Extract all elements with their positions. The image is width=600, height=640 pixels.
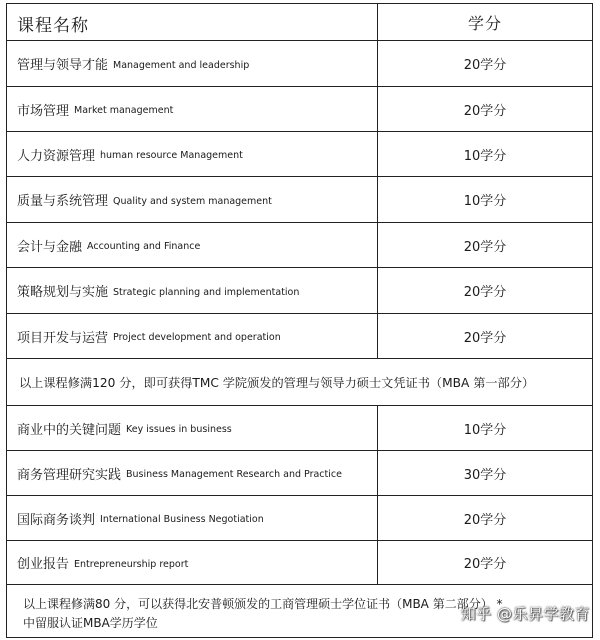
credit-cell: 10学分	[463, 422, 507, 438]
course-name-en: Key issues in business	[126, 424, 232, 435]
course-name-zh: 策略规划与实施	[17, 285, 109, 300]
summary-note-part1: 以上课程修满120 分，即可获得TMC 学院颁发的管理与领导力硕士文凭证书（MBA 第一部分）	[19, 375, 535, 390]
credit-cell: 20学分	[463, 512, 507, 528]
course-name-header: 课程名称	[17, 16, 89, 36]
course-name-zh: 国际商务谈判	[17, 512, 96, 528]
table-row	[7, 496, 592, 541]
table-header-row	[7, 4, 592, 41]
table-row	[7, 132, 592, 177]
course-name-zh: 质量与系统管理	[17, 194, 109, 209]
table-row	[7, 314, 592, 359]
course-name-en: Strategic planning and implementation	[113, 286, 300, 298]
course-name-en: Management and leadership	[113, 59, 250, 71]
course-name-zh: 商业中的关键问题	[17, 422, 122, 438]
table-row	[7, 41, 592, 87]
course-name-zh: 市场管理	[17, 103, 70, 119]
course-table	[6, 3, 593, 638]
course-name-zh: 人力资源管理	[17, 148, 96, 164]
credit-header: 学分	[467, 13, 502, 33]
table-row	[7, 87, 592, 132]
credit-cell: 20学分	[463, 557, 507, 572]
course-name-en: human resource Management	[100, 150, 243, 161]
credit-cell: 10学分	[463, 194, 507, 209]
course-name-en: Quality and system management	[113, 195, 272, 207]
summary-note-part2-line2: 中留服认证MBA学历学位	[23, 616, 158, 630]
course-name-en: Market management	[74, 105, 174, 116]
course-name-zh: 创业报告	[17, 557, 70, 572]
course-name-en: Project development and operation	[113, 332, 281, 343]
credit-cell: 20学分	[463, 330, 507, 346]
course-name-zh: 管理与领导才能	[17, 58, 109, 73]
summary-note-part2-line1: 以上课程修满80 分，可以获得北安普顿颁发的工商管理硕士学位证书（MBA 第二部分） *	[23, 597, 503, 611]
course-name-zh: 项目开发与运营	[17, 330, 109, 346]
table-row	[7, 268, 592, 314]
course-name-en: Accounting and Finance	[87, 241, 201, 252]
course-name-en: International Business Negotiation	[100, 514, 264, 525]
credit-cell: 10学分	[463, 148, 507, 164]
credit-cell: 20学分	[463, 103, 507, 119]
course-name-en: Entrepreneurship report	[74, 558, 189, 570]
table-row	[7, 177, 592, 223]
credit-cell: 20学分	[463, 239, 507, 255]
table-row	[7, 451, 592, 496]
summary-row-part1	[7, 359, 592, 406]
course-name-zh: 会计与金融	[17, 239, 83, 255]
table-row	[7, 406, 592, 451]
credit-cell: 30学分	[463, 467, 507, 483]
credit-cell: 20学分	[463, 285, 507, 300]
watermark: 知乎 @乐昇学教育	[460, 605, 590, 623]
table-row	[7, 541, 592, 585]
course-name-en: Business Management Research and Practice	[126, 469, 342, 480]
course-name-zh: 商务管理研究实践	[17, 467, 122, 483]
table-row	[7, 223, 592, 268]
credit-cell: 20学分	[463, 58, 507, 73]
